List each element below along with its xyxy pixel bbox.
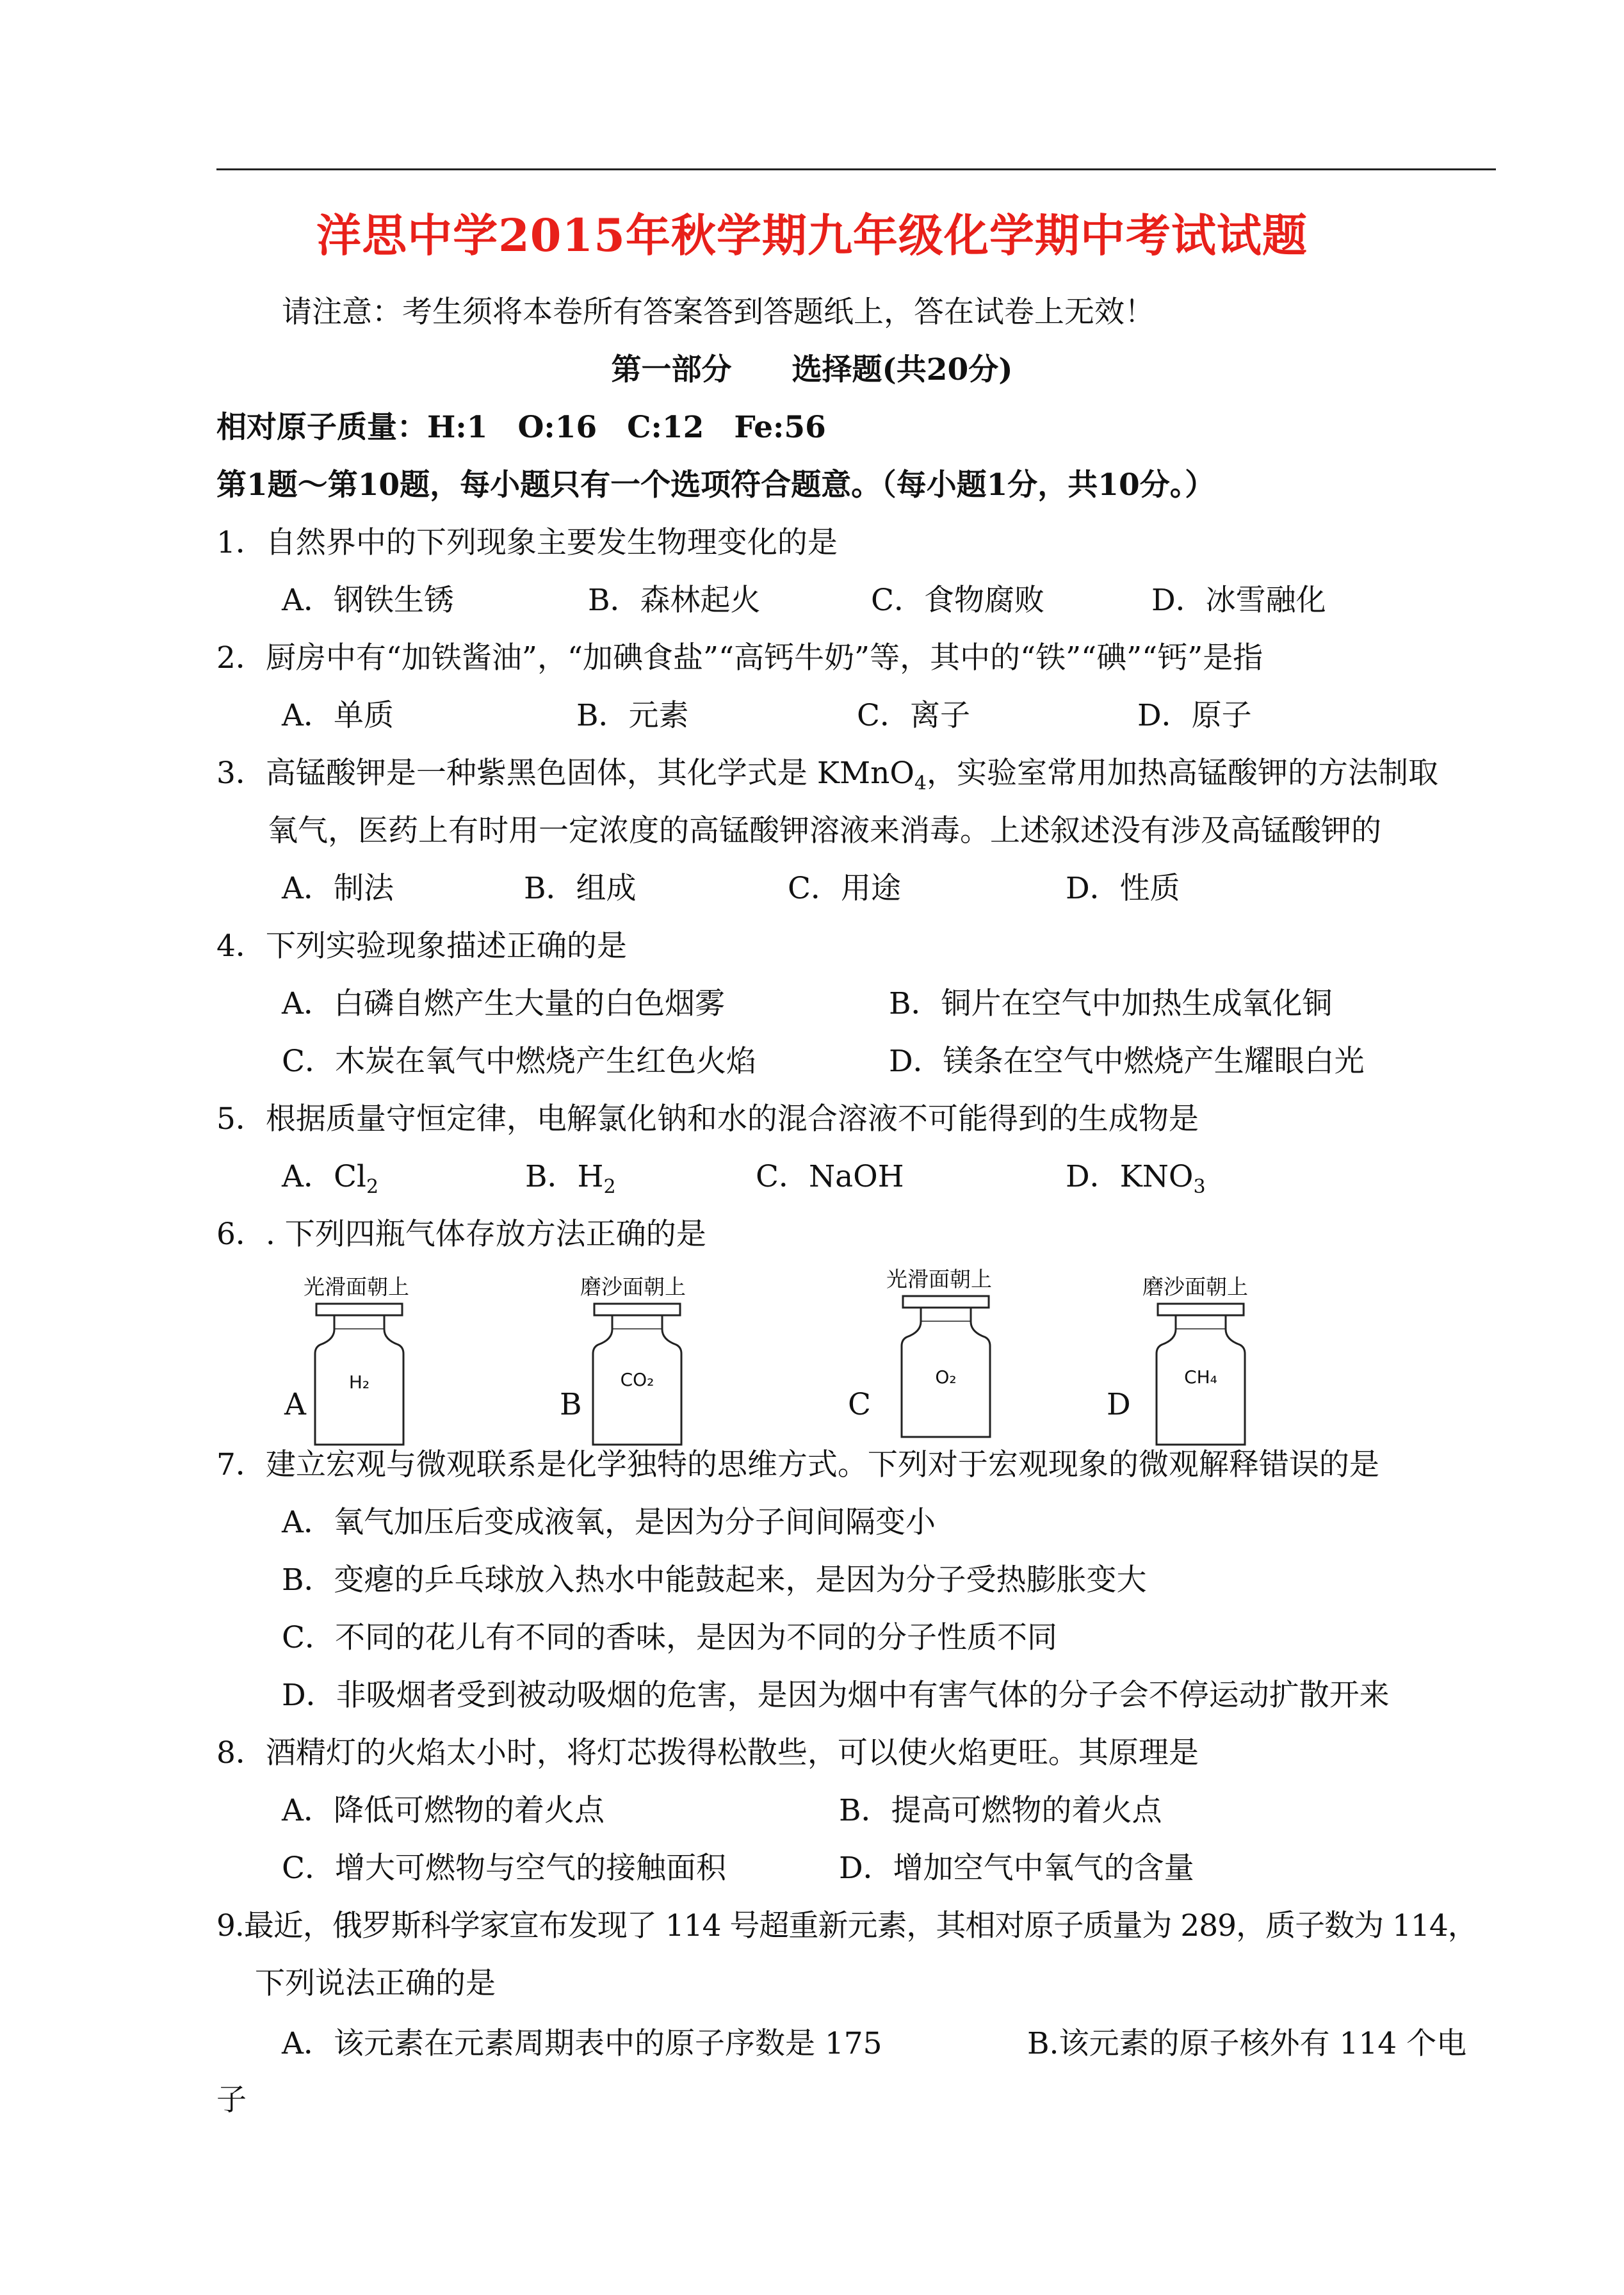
option-text: B．H <box>525 1159 604 1194</box>
option-text: D．KNO <box>1066 1159 1194 1194</box>
option: D．增加空气中氧气的含量 <box>839 1851 1194 1886</box>
question-2-stem: 2．厨房中有“加铁酱油”，“加碘食盐”“高钙牛奶”等，其中的“铁”“碘”“钙”是指 <box>216 640 1263 676</box>
option: C．用途 <box>788 871 901 906</box>
part-heading: 第一部分 选择题(共20分) <box>611 352 1013 387</box>
option: B．变瘪的乒乓球放入热水中能鼓起来，是因为分子受热膨胀变大 <box>282 1562 1147 1598</box>
option: A．白磷自燃产生大量的白色烟雾 <box>282 986 725 1021</box>
option: C．食物腐败 <box>871 583 1044 618</box>
bottle-letter: B <box>560 1387 582 1422</box>
question-1-stem: 1．自然界中的下列现象主要发生物理变化的是 <box>216 525 838 560</box>
question-3-stem-line2: 氧气，医药上有时用一定浓度的高锰酸钾溶液来消毒。上述叙述没有涉及高锰酸钾的 <box>268 813 1381 848</box>
option: D．性质 <box>1066 871 1180 906</box>
exam-title: 洋思中学2015年秋学期九年级化学期中考试试题 <box>316 209 1308 262</box>
question-6-stem: 6．. 下列四瓶气体存放方法正确的是 <box>216 1217 706 1252</box>
gas-label: CO₂ <box>620 1369 654 1390</box>
notice: 请注意：考生须将本卷所有答案答到答题纸上，答在试卷上无效！ <box>282 295 1155 330</box>
option: D．原子 <box>1137 698 1252 733</box>
gas-bottle <box>589 1302 685 1450</box>
gas-bottle <box>311 1302 407 1450</box>
option: D．非吸烟者受到被动吸烟的危害，是因为烟中有害气体的分子会不停运动扩散开来 <box>282 1678 1390 1713</box>
subscript: 4 <box>914 772 927 795</box>
option-text: A．Cl <box>282 1159 366 1194</box>
question-3-stem <box>216 754 1438 803</box>
option: A．钢铁生锈 <box>282 583 454 618</box>
option: B．元素 <box>576 698 689 733</box>
subscript: 3 <box>1193 1176 1206 1198</box>
question-9-stem-line2: 下列说法正确的是 <box>255 1966 496 2001</box>
option: B．森林起火 <box>588 583 761 618</box>
option: D．冰雪融化 <box>1151 583 1326 618</box>
question-9-stem: 9.最近，俄罗斯科学家宣布发现了 114 号超重新元素，其相对原子质量为 289，质子数为 114， <box>216 1908 1477 1943</box>
header-rule <box>216 168 1496 170</box>
option: A．氧气加压后变成液氧，是因为分子间间隔变小 <box>282 1505 936 1540</box>
atomic-mass: 相对原子质量：H:1 O:16 C:12 Fe:56 <box>216 410 826 445</box>
option: A．制法 <box>282 871 394 906</box>
option <box>756 1158 904 1196</box>
option: B．组成 <box>524 871 637 906</box>
option: C．不同的花儿有不同的香味，是因为不同的分子性质不同 <box>282 1620 1057 1655</box>
option: C．离子 <box>857 698 970 733</box>
option: A．该元素在元素周期表中的原子序数是 175 <box>282 2026 882 2061</box>
option: A．单质 <box>282 698 394 733</box>
option-text: C．NaOH <box>756 1159 904 1194</box>
stem-text: 3．高锰酸钾是一种紫黑色固体，其化学式是 KMnO <box>216 756 914 791</box>
bottle-caption: 磨沙面朝上 <box>1142 1274 1248 1299</box>
option: B．铜片在空气中加热生成氧化铜 <box>889 986 1333 1021</box>
option <box>525 1158 616 1206</box>
option-wrap: 子 <box>216 2082 247 2118</box>
bottle-caption: 光滑面朝上 <box>886 1267 992 1292</box>
option: B．提高可燃物的着火点 <box>839 1793 1162 1828</box>
gas-label: O₂ <box>935 1366 957 1388</box>
section-instruction: 第1题～第10题，每小题只有一个选项符合题意。（每小题1分，共10分。） <box>216 467 1215 503</box>
subscript: 2 <box>366 1176 379 1198</box>
question-4-stem: 4．下列实验现象描述正确的是 <box>216 929 627 964</box>
stem-text: ，实验室常用加热高锰酸钾的方法制取 <box>926 756 1438 791</box>
option <box>1066 1158 1206 1206</box>
gas-label: H₂ <box>348 1372 370 1393</box>
bottle-caption: 磨沙面朝上 <box>580 1274 686 1299</box>
bottle-letter: D <box>1107 1387 1131 1422</box>
question-8-stem: 8．酒精灯的火焰太小时，将灯芯拨得松散些，可以使火焰更旺。其原理是 <box>216 1735 1199 1771</box>
bottle-caption: 光滑面朝上 <box>304 1274 409 1299</box>
gas-label: CH₄ <box>1184 1366 1217 1388</box>
option: D．镁条在空气中燃烧产生耀眼白光 <box>889 1044 1365 1079</box>
gas-bottle <box>898 1295 994 1442</box>
option: B.该元素的原子核外有 114 个电 <box>1027 2026 1467 2061</box>
question-5-stem: 5．根据质量守恒定律，电解氯化钠和水的混合溶液不可能得到的生成物是 <box>216 1101 1199 1137</box>
question-7-stem: 7．建立宏观与微观联系是化学独特的思维方式。下列对于宏观现象的微观解释错误的是 <box>216 1447 1379 1482</box>
option: C．木炭在氧气中燃烧产生红色火焰 <box>282 1044 756 1079</box>
subscript: 2 <box>603 1176 616 1198</box>
option: C．增大可燃物与空气的接触面积 <box>282 1851 726 1886</box>
option: A．降低可燃物的着火点 <box>282 1793 605 1828</box>
bottle-letter: A <box>284 1387 306 1422</box>
option <box>282 1158 378 1206</box>
bottle-letter: C <box>848 1387 871 1422</box>
gas-bottle <box>1153 1302 1249 1450</box>
